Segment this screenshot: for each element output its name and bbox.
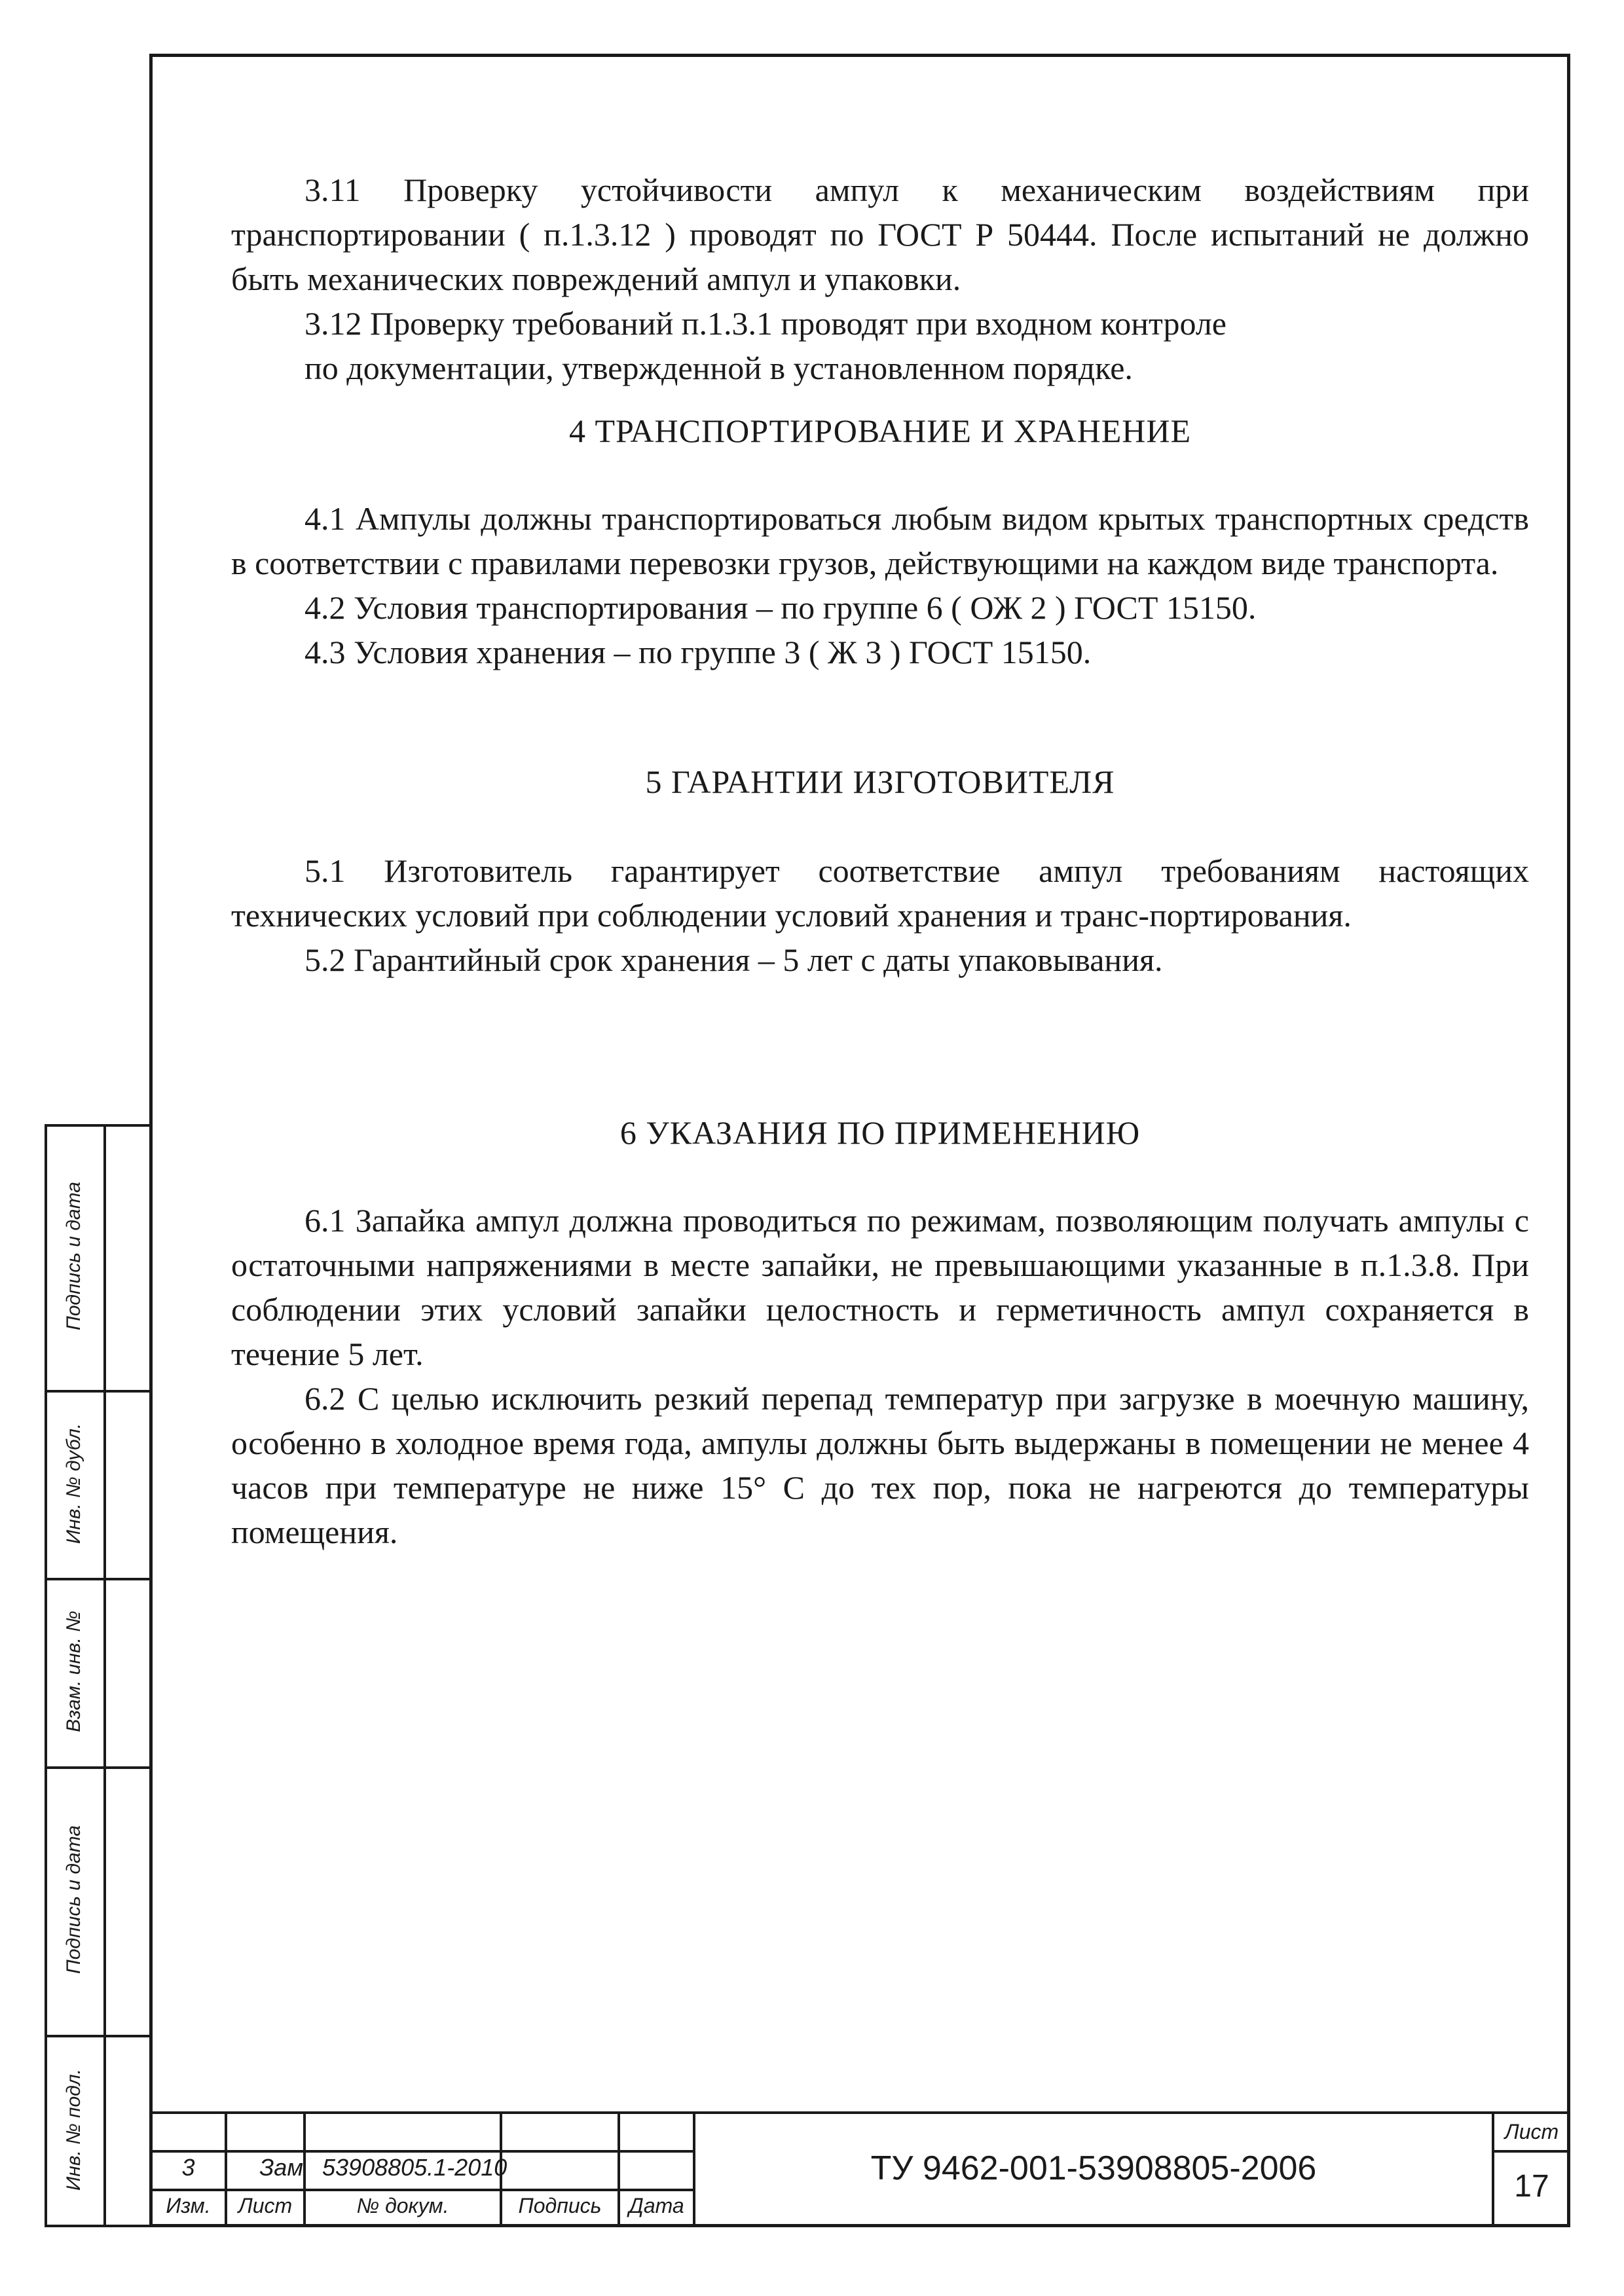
title-block-row-line [151,2189,694,2191]
side-stamp-bottom-line [45,2225,151,2227]
paragraph-6-1: 6.1 Запайка ампул должна проводиться по режимам, позволяющим получать ампулы с остаточными напряжениями в месте запайки, не превышающими указанные в п.1.3.8. При соблюдении этих условий запайки целостность и герметичность ампул сохраняется в течение 5 лет. [231,1202,1529,1372]
cell-izm-value: 3 [181,2154,195,2181]
side-label-sign-date-2: Подпись и дата [63,1825,84,1974]
header-list: Лист [238,2194,293,2217]
section-6-text [231,1198,1529,1554]
paragraph-4-1: 4.1 Ампулы должны транспортироваться любым видом крытых транспортных средств в соответствии с правилами перевозки грузов, действующими на каждом виде транспорта. [231,500,1529,581]
heading-section-6: 6 УКАЗАНИЯ ПО ПРИМЕНЕНИЮ [619,1114,1141,1151]
paragraph-5-2: 5.2 Гарантийный срок хранения – 5 лет с даты упаковывания. [304,941,1163,978]
sheet-label: Лист [1504,2120,1559,2143]
side-label-zam-inv: Взам. инв. № [63,1611,84,1732]
heading-section-4: 4 ТРАНСПОРТИРОВАНИЕ И ХРАНЕНИЕ [568,412,1192,449]
heading-section-5: 5 ГАРАНТИИ ИЗГОТОВИТЕЛЯ [645,763,1115,800]
paragraph-4-2: 4.2 Условия транспортирования – по группе 6 ( ОЖ 2 ) ГОСТ 15150. [304,589,1257,626]
side-stamp-divider [45,1578,151,1580]
section-3-text [231,168,1529,390]
document-designation: ТУ 9462-001-53908805-2006 [870,2149,1317,2187]
paragraph-3-12-line-1: 3.12 Проверку требований п.1.3.1 проводят при входном контроле [304,305,1227,342]
side-stamp-left-line [45,1124,47,2227]
paragraph-6-2: 6.2 С целью исключить резкий перепад температур при загрузке в моечную машину, особенно в холодное время года, ампулы должны быть выдержаны в помещении не менее 4 часов при температуре не ниже 15° С до тех пор, пока не нагреются до температуры помещения. [231,1380,1529,1550]
paragraph-4-3: 4.3 Условия хранения – по группе 3 ( Ж 3 ) ГОСТ 15150. [304,634,1092,670]
side-stamp-mid-line [103,1124,106,2227]
side-stamp-divider [45,1390,151,1393]
paragraph-3-12-line-2: по документации, утвержденной в установленном порядке. [304,350,1133,386]
section-4-text [231,496,1529,674]
cell-list-value: Зам [259,2154,303,2181]
sheet-number: 17 [1514,2169,1549,2204]
cell-doc-num-value: 53908805.1-2010 [322,2154,507,2181]
header-podpis: Подпись [518,2194,602,2217]
header-data: Дата [629,2194,684,2217]
title-block-sheet-line [1493,2150,1569,2153]
section-5-text [231,848,1529,982]
side-label-sign-date-1: Подпись и дата [63,1182,84,1330]
side-label-inv-dubl: Инв. № дубл. [63,1423,84,1544]
side-stamp-top-line [46,1124,151,1127]
title-block-row-line [151,2150,694,2153]
header-izm: Изм. [166,2194,211,2217]
paragraph-5-1: 5.1 Изготовитель гарантирует соответствие ампул требованиям настоящих технических условий при соблюдении условий хранения и транс-портирования. [231,852,1529,934]
title-block-top-line [151,2111,1569,2114]
header-doc-num: № докум. [356,2194,449,2217]
side-stamp-divider [45,1766,151,1769]
side-stamp-divider [45,2035,151,2037]
side-label-inv-podl: Инв. № подл. [63,2068,84,2191]
paragraph-3-11: 3.11 Проверку устойчивости ампул к механическим воздействиям при транспортировании ( п.1.3.12 ) проводят по ГОСТ Р 50444. После испытаний не должно быть механических повреждений ампул и упаковки. [231,172,1529,297]
